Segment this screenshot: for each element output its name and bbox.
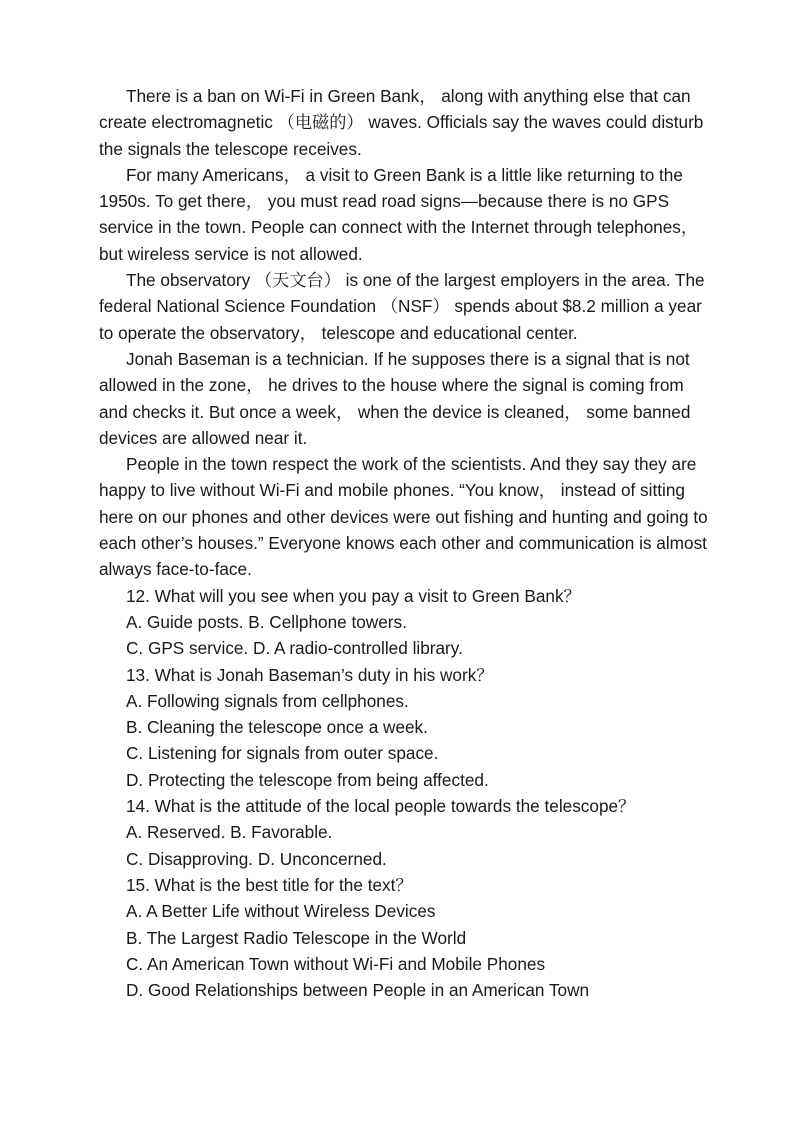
question-block-12 (99, 583, 709, 662)
passage-paragraph: Jonah Baseman is a technician. If he supposes there is a signal that is not allowed in the zone， he drives to the house where the signal is coming from and checks it. But once a week， when the device is cleaned， some banned devices are allowed near it. (99, 348, 691, 448)
question-block-14 (99, 793, 709, 872)
question-stem: 14. What is the attitude of the local people towards the telescope？ (126, 796, 636, 817)
answer-options: A. Guide posts. B. Cellphone towers. (126, 611, 407, 632)
passage-paragraph: For many Americans， a visit to Green Bank is a little like returning to the 1950s. To get there， you must read road signs—because there is no GPS service in the town. People can connect with the Internet through telephones， but wireless service is not allowed. (99, 164, 699, 264)
reading-passage (99, 83, 709, 583)
answer-option: B. The Largest Radio Telescope in the World (126, 927, 467, 948)
passage-paragraph: People in the town respect the work of the scientists. And they say they are happy to live without Wi-Fi and mobile phones. “You know， instead of sitting here on our phones and other devices were out fishing and hunting and going to each other’s houses.” Everyone knows each other and communication is almost always face-to-face. (99, 454, 708, 580)
document-page (99, 83, 709, 1003)
answer-option: B. Cleaning the telescope once a week. (126, 717, 428, 738)
answer-option: A. A Better Life without Wireless Devices (126, 901, 436, 922)
answer-option: D. Good Relationships between People in an American Town (126, 980, 590, 1001)
question-stem: 12. What will you see when you pay a visit to Green Bank？ (126, 585, 581, 606)
passage-paragraph: The observatory （天文台） is one of the largest employers in the area. The federal National Science Foundation （NSF） spends about $8.2 million a year to operate the observatory， telescope and educational center. (99, 270, 705, 343)
question-block-15 (99, 872, 709, 1003)
answer-options: C. GPS service. D. A radio-controlled library. (126, 638, 463, 659)
question-stem: 15. What is the best title for the text？ (126, 874, 413, 895)
answer-options: C. Disapproving. D. Unconcerned. (126, 848, 387, 869)
answer-option: C. Listening for signals from outer space. (126, 743, 439, 764)
answer-option: C. An American Town without Wi-Fi and Mobile Phones (126, 953, 546, 974)
answer-option: D. Protecting the telescope from being affected. (126, 769, 489, 790)
passage-paragraph: There is a ban on Wi-Fi in Green Bank， along with anything else that can create electromagnetic （电磁的） waves. Officials say the waves could disturb the signals the telescope receives. (99, 86, 704, 159)
answer-options: A. Reserved. B. Favorable. (126, 822, 333, 843)
question-stem: 13. What is Jonah Baseman’s duty in his work？ (126, 664, 494, 685)
question-block-13 (99, 662, 709, 793)
answer-option: A. Following signals from cellphones. (126, 690, 409, 711)
